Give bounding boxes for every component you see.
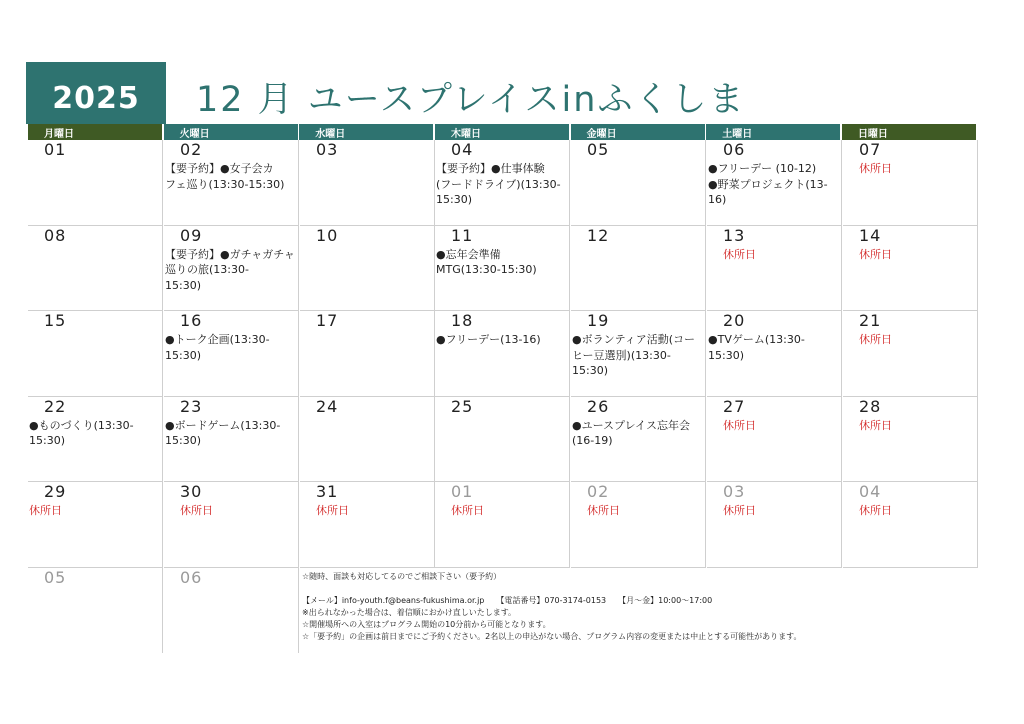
- calendar-day-cell: [300, 140, 435, 226]
- calendar-day-cell: [571, 226, 706, 312]
- note-line: [302, 583, 802, 595]
- calendar-day-cell: [571, 482, 706, 568]
- day-number: 28: [859, 396, 882, 416]
- event-line: ●忘年会準備: [436, 247, 501, 261]
- calendar-day-cell: [164, 226, 299, 312]
- closed-label: 休所日: [180, 504, 213, 517]
- event-line: 15:30): [708, 348, 744, 362]
- day-number: 12: [587, 225, 610, 245]
- weekday-header: 日曜日: [842, 124, 976, 140]
- day-number: 03: [723, 482, 746, 501]
- day-number: 01: [44, 140, 67, 159]
- day-number: 13: [723, 225, 746, 245]
- calendar-day-cell: [571, 140, 706, 226]
- day-number: 23: [180, 396, 203, 416]
- calendar-day-cell: [300, 311, 435, 397]
- day-number: 10: [316, 225, 339, 245]
- year-text: 2025: [52, 81, 140, 116]
- weekday-header: 火曜日: [164, 124, 298, 140]
- calendar-day-cell: [707, 140, 842, 226]
- calendar-day-cell: [300, 397, 435, 483]
- event-text: [708, 161, 839, 208]
- event-text: [165, 247, 296, 294]
- day-number: 20: [723, 311, 746, 330]
- day-number: 09: [180, 225, 203, 245]
- closed-label: 休所日: [859, 162, 892, 175]
- day-number: 16: [180, 311, 203, 330]
- calendar-day-cell: [435, 482, 570, 568]
- calendar-day-cell: [707, 311, 842, 397]
- event-text: [572, 418, 703, 449]
- calendar-day-cell: [28, 140, 163, 226]
- day-number: 03: [316, 140, 339, 159]
- calendar-day-cell: [843, 482, 978, 568]
- weekday-header: 木曜日: [435, 124, 569, 140]
- event-line: ヒー豆選別)(13:30-: [572, 348, 671, 362]
- day-number: 17: [316, 311, 339, 330]
- weekday-header: 水曜日: [299, 124, 433, 140]
- event-line: 15:30): [572, 364, 608, 377]
- calendar-day-cell: [843, 397, 978, 483]
- calendar-day-cell: [571, 397, 706, 483]
- note-line: ☆開催場所への入室はプログラム開始の10分前から可能となります。: [302, 620, 551, 629]
- event-line: 15:30): [165, 278, 201, 292]
- calendar-day-cell: [164, 397, 299, 483]
- calendar-day-cell: [28, 226, 163, 312]
- calendar-day-cell: [164, 568, 299, 654]
- day-number: 07: [859, 140, 882, 159]
- page-title: 12 月 ユースプレイスinふくしま: [196, 80, 746, 120]
- closed-label: 休所日: [859, 333, 892, 346]
- closed-label: 休所日: [29, 504, 62, 517]
- day-number: 04: [451, 140, 474, 159]
- weekday-header: 土曜日: [706, 124, 840, 140]
- day-number: 15: [44, 311, 67, 330]
- closed-label: 休所日: [859, 504, 892, 517]
- day-number: 02: [587, 482, 610, 501]
- event-line: (フードドライブ)(13:30-: [436, 177, 561, 191]
- closed-label: 休所日: [723, 247, 756, 261]
- calendar-day-cell: [28, 568, 163, 654]
- event-line: 【要予約】●女子会カ: [165, 162, 274, 175]
- day-number: 14: [859, 225, 882, 245]
- event-line: ●ものづくり(13:30-: [29, 418, 134, 432]
- event-line: ●ユースプレイス忘年会: [572, 418, 690, 432]
- calendar-day-cell: [843, 226, 978, 312]
- notes-section: [302, 571, 802, 643]
- event-line: 【要予約】●ガチャガチャ: [165, 247, 295, 261]
- calendar-day-cell: [707, 397, 842, 483]
- calendar-day-cell: [300, 482, 435, 568]
- day-number: 27: [723, 396, 746, 416]
- event-text: [165, 332, 296, 363]
- day-number: 08: [44, 225, 67, 245]
- day-number: 21: [859, 311, 882, 330]
- closed-label: 休所日: [316, 504, 349, 517]
- event-line: ●野菜プロジェクト(13-: [708, 177, 828, 191]
- day-number: 29: [44, 482, 67, 501]
- event-line: 【要予約】●仕事体験: [436, 162, 545, 175]
- event-line: 15:30): [165, 434, 201, 447]
- calendar-day-cell: [435, 226, 570, 312]
- calendar-day-cell: [843, 311, 978, 397]
- note-line: 【メール】info-youth.f@beans-fukushima.or.jp 【電話番号】070-3174-0153 【月～金】10:00～17:00: [302, 596, 713, 605]
- event-text: [165, 418, 296, 449]
- event-line: ●TVゲーム(13:30-: [708, 333, 805, 346]
- year-badge: [26, 62, 166, 124]
- closed-label: 休所日: [859, 418, 892, 432]
- calendar-day-cell: [28, 311, 163, 397]
- event-line: ●フリーデー(13-16): [436, 333, 541, 346]
- event-line: 15:30): [165, 348, 201, 362]
- calendar-day-cell: [164, 140, 299, 226]
- day-number: 30: [180, 482, 203, 501]
- day-number: 19: [587, 311, 610, 330]
- day-number: 04: [859, 482, 882, 501]
- day-number: 02: [180, 140, 203, 159]
- day-number: 26: [587, 396, 610, 416]
- weekday-header: 月曜日: [28, 124, 162, 140]
- event-line: ●ボードゲーム(13:30-: [165, 418, 281, 432]
- event-text: [436, 332, 567, 348]
- event-text: [29, 418, 160, 449]
- event-line: 15:30): [29, 434, 65, 447]
- calendar-day-cell: [843, 140, 978, 226]
- calendar-day-cell: [435, 311, 570, 397]
- day-number: 01: [451, 482, 474, 501]
- calendar-day-cell: [707, 226, 842, 312]
- event-line: ●ボランティア活動(コー: [572, 333, 696, 346]
- closed-label: 休所日: [723, 504, 756, 517]
- day-number: 06: [723, 140, 746, 159]
- closed-label: 休所日: [587, 504, 620, 517]
- event-text: [436, 247, 567, 278]
- day-number: 25: [451, 396, 474, 416]
- weekday-header-row: [28, 124, 978, 140]
- day-number: 05: [587, 140, 610, 159]
- calendar-day-cell: [28, 482, 163, 568]
- calendar-day-cell: [707, 482, 842, 568]
- note-line: ※出られなかった場合は、着信順におかけ直しいたします。: [302, 608, 517, 617]
- day-number: 18: [451, 311, 474, 330]
- day-number: 05: [44, 567, 67, 587]
- event-line: 16): [708, 193, 727, 206]
- calendar-day-cell: [435, 140, 570, 226]
- event-text: [708, 332, 839, 363]
- day-number: 22: [44, 396, 67, 416]
- event-line: 15:30): [436, 193, 472, 206]
- event-text: [165, 161, 296, 192]
- day-number: 11: [451, 225, 474, 245]
- day-number: 24: [316, 396, 339, 416]
- weekday-header: 金曜日: [571, 124, 705, 140]
- event-line: フェ巡り(13:30-15:30): [165, 177, 285, 191]
- calendar-day-cell: [164, 482, 299, 568]
- note-line: ☆随時、面談も対応してるのでご相談下さい（要予約）: [302, 572, 502, 581]
- event-line: ●トーク企画(13:30-: [165, 333, 270, 346]
- day-number: 31: [316, 482, 339, 501]
- event-line: MTG(13:30-15:30): [436, 263, 537, 276]
- day-number: 06: [180, 567, 203, 587]
- calendar-day-cell: [164, 311, 299, 397]
- closed-label: 休所日: [859, 247, 892, 261]
- closed-label: 休所日: [451, 504, 484, 517]
- calendar-day-cell: [300, 226, 435, 312]
- event-text: [572, 332, 703, 379]
- event-line: 巡りの旅(13:30-: [165, 263, 249, 276]
- closed-label: 休所日: [723, 418, 756, 432]
- event-line: (16-19): [572, 434, 613, 447]
- note-line: ☆「要予約」の企画は前日までにご予約ください。2名以上の申込がない場合、プログラム内容の変更または中止とする可能性があります。: [302, 632, 802, 641]
- event-line: ●フリーデー (10-12): [708, 162, 817, 175]
- calendar-day-cell: [28, 397, 163, 483]
- calendar-day-cell: [435, 397, 570, 483]
- calendar-day-cell: [571, 311, 706, 397]
- event-text: [436, 161, 567, 208]
